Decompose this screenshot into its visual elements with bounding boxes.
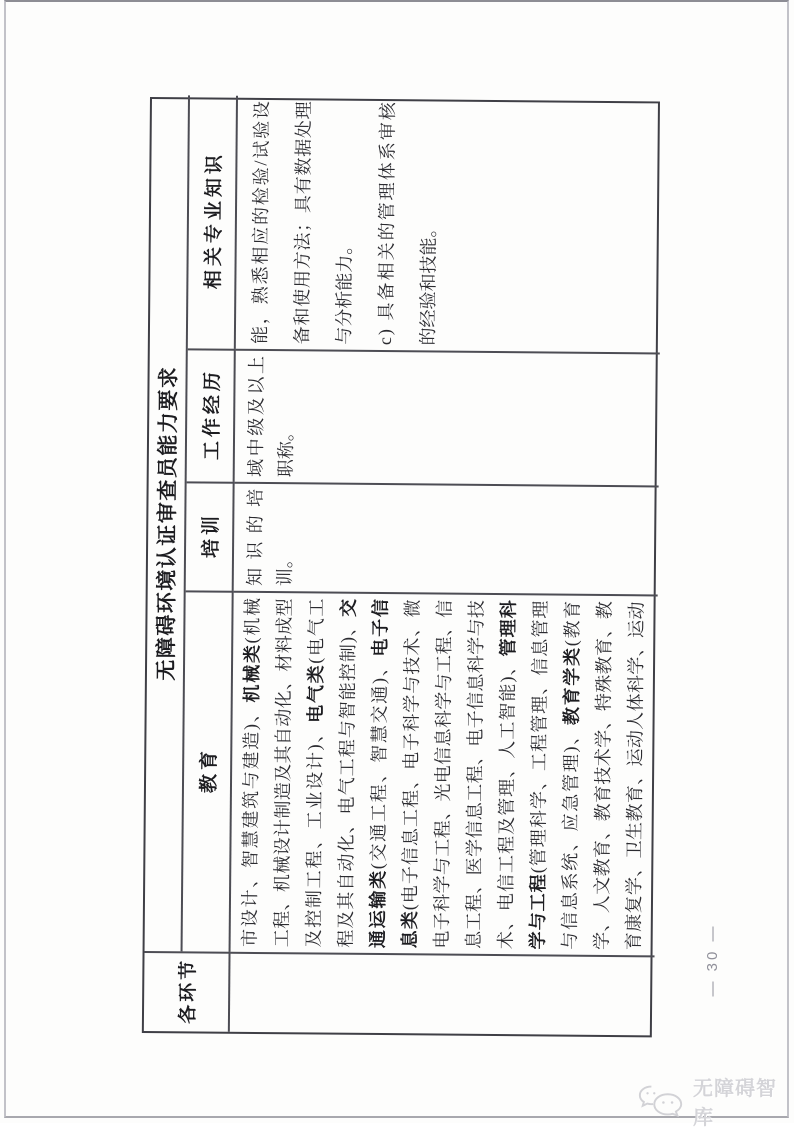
text-line: 知 识 的 培: [244, 488, 266, 587]
text-line: 备 和 使 用 方 法 ； 具 有 数 据 处 理: [291, 101, 314, 345]
table-title: 无障碍环境认证审查员能力要求: [145, 95, 190, 951]
column-header-training: 培训: [186, 481, 235, 590]
text-line: 与 信 息 系 统 、 应 急 管 理 ) 、 教 育 学 类 ( 教 育: [559, 600, 583, 950]
column-header-education: 教育: [183, 590, 234, 951]
cell-stage-empty: [230, 952, 655, 1036]
cell-training-content: [234, 482, 659, 595]
text-line: 术 、 电 信 工 程 及 管 理 、 人 工 智 能 ) 、 管 理 科: [495, 600, 519, 950]
cell-education-content: [231, 591, 658, 956]
text-line: 的 经 验 和 技 能 。: [417, 219, 439, 346]
rotated-table-area: [150, 97, 660, 1033]
row-header-stage: 各环节: [144, 951, 231, 1032]
text-line: 能 ， 熟 悉 相 应 的 检 验 / 试 验 设: [249, 100, 272, 345]
text-line: 职 称 。: [275, 423, 297, 478]
text-line: 市 设 计 、 智 慧 建 筑 与 建 造 ) 、 机 械 类 ( 机 械: [239, 597, 263, 947]
cell-work-experience-content: [235, 349, 660, 486]
text-line: 程 及 其 自 动 化 、 电 气 工 程 与 智 能 控 制 ) 、 交: [335, 598, 359, 948]
watermark-text: 无障碍智库: [693, 1078, 778, 1129]
column-header-work-experience: 工作经历: [187, 348, 236, 481]
text-line: 训 。: [274, 550, 296, 587]
text-line: 及 控 制 工 程 、 工 业 设 计 ) 、 电 气 类 ( 电 气 工: [303, 598, 327, 948]
landscape-table-wrapper: [142, 97, 660, 1037]
text-line: 息 工 程 、 医 学 信 息 工 程 、 电 子 信 息 科 学 与 技: [463, 600, 487, 949]
text-line: 育 康 复 学 、 卫 生 教 育 、 运 动 人 体 科 学 、 运 动: [623, 601, 647, 951]
capability-requirements-table: [142, 97, 660, 1037]
cell-professional-knowledge-content: [236, 96, 662, 353]
text-line: 域 中 级 及 以 上: [245, 355, 267, 478]
text-line: 电 子 科 学 与 工 程 、 光 电 信 息 科 学 与 工 程 、 信: [431, 599, 455, 949]
chat-bubbles-logo-icon: [636, 1083, 686, 1119]
text-line: 工 程 、 机 械 设 计 制 造 及 其 自 动 化 、 材 料 成 型: [271, 598, 295, 948]
text-line: 学 与 工 程 ( 管 理 科 学 、 工 程 管 理 、 信 息 管 理: [526, 600, 551, 950]
text-line: 与 分 析 能 力 。: [333, 236, 355, 345]
text-line: 通 运 输 类 ( 交 通 工 程 、 智 慧 交 通 ) 、 电 子 信: [366, 599, 391, 949]
watermark: [636, 1072, 794, 1130]
text-line: 学 、 人 文 教 育 、 教 育 技 术 学 、 特 殊 教 育 、 教: [591, 601, 615, 951]
column-header-professional-knowledge: 相关专业知识: [188, 95, 238, 348]
text-line: c ) 具 备 相 关 的 管 理 体 系 审 核: [374, 102, 398, 346]
text-line: 息 类 ( 电 子 信 息 工 程 、 电 子 科 学 与 技 术 、 微: [398, 599, 423, 949]
page-number: — 30 —: [703, 923, 721, 997]
